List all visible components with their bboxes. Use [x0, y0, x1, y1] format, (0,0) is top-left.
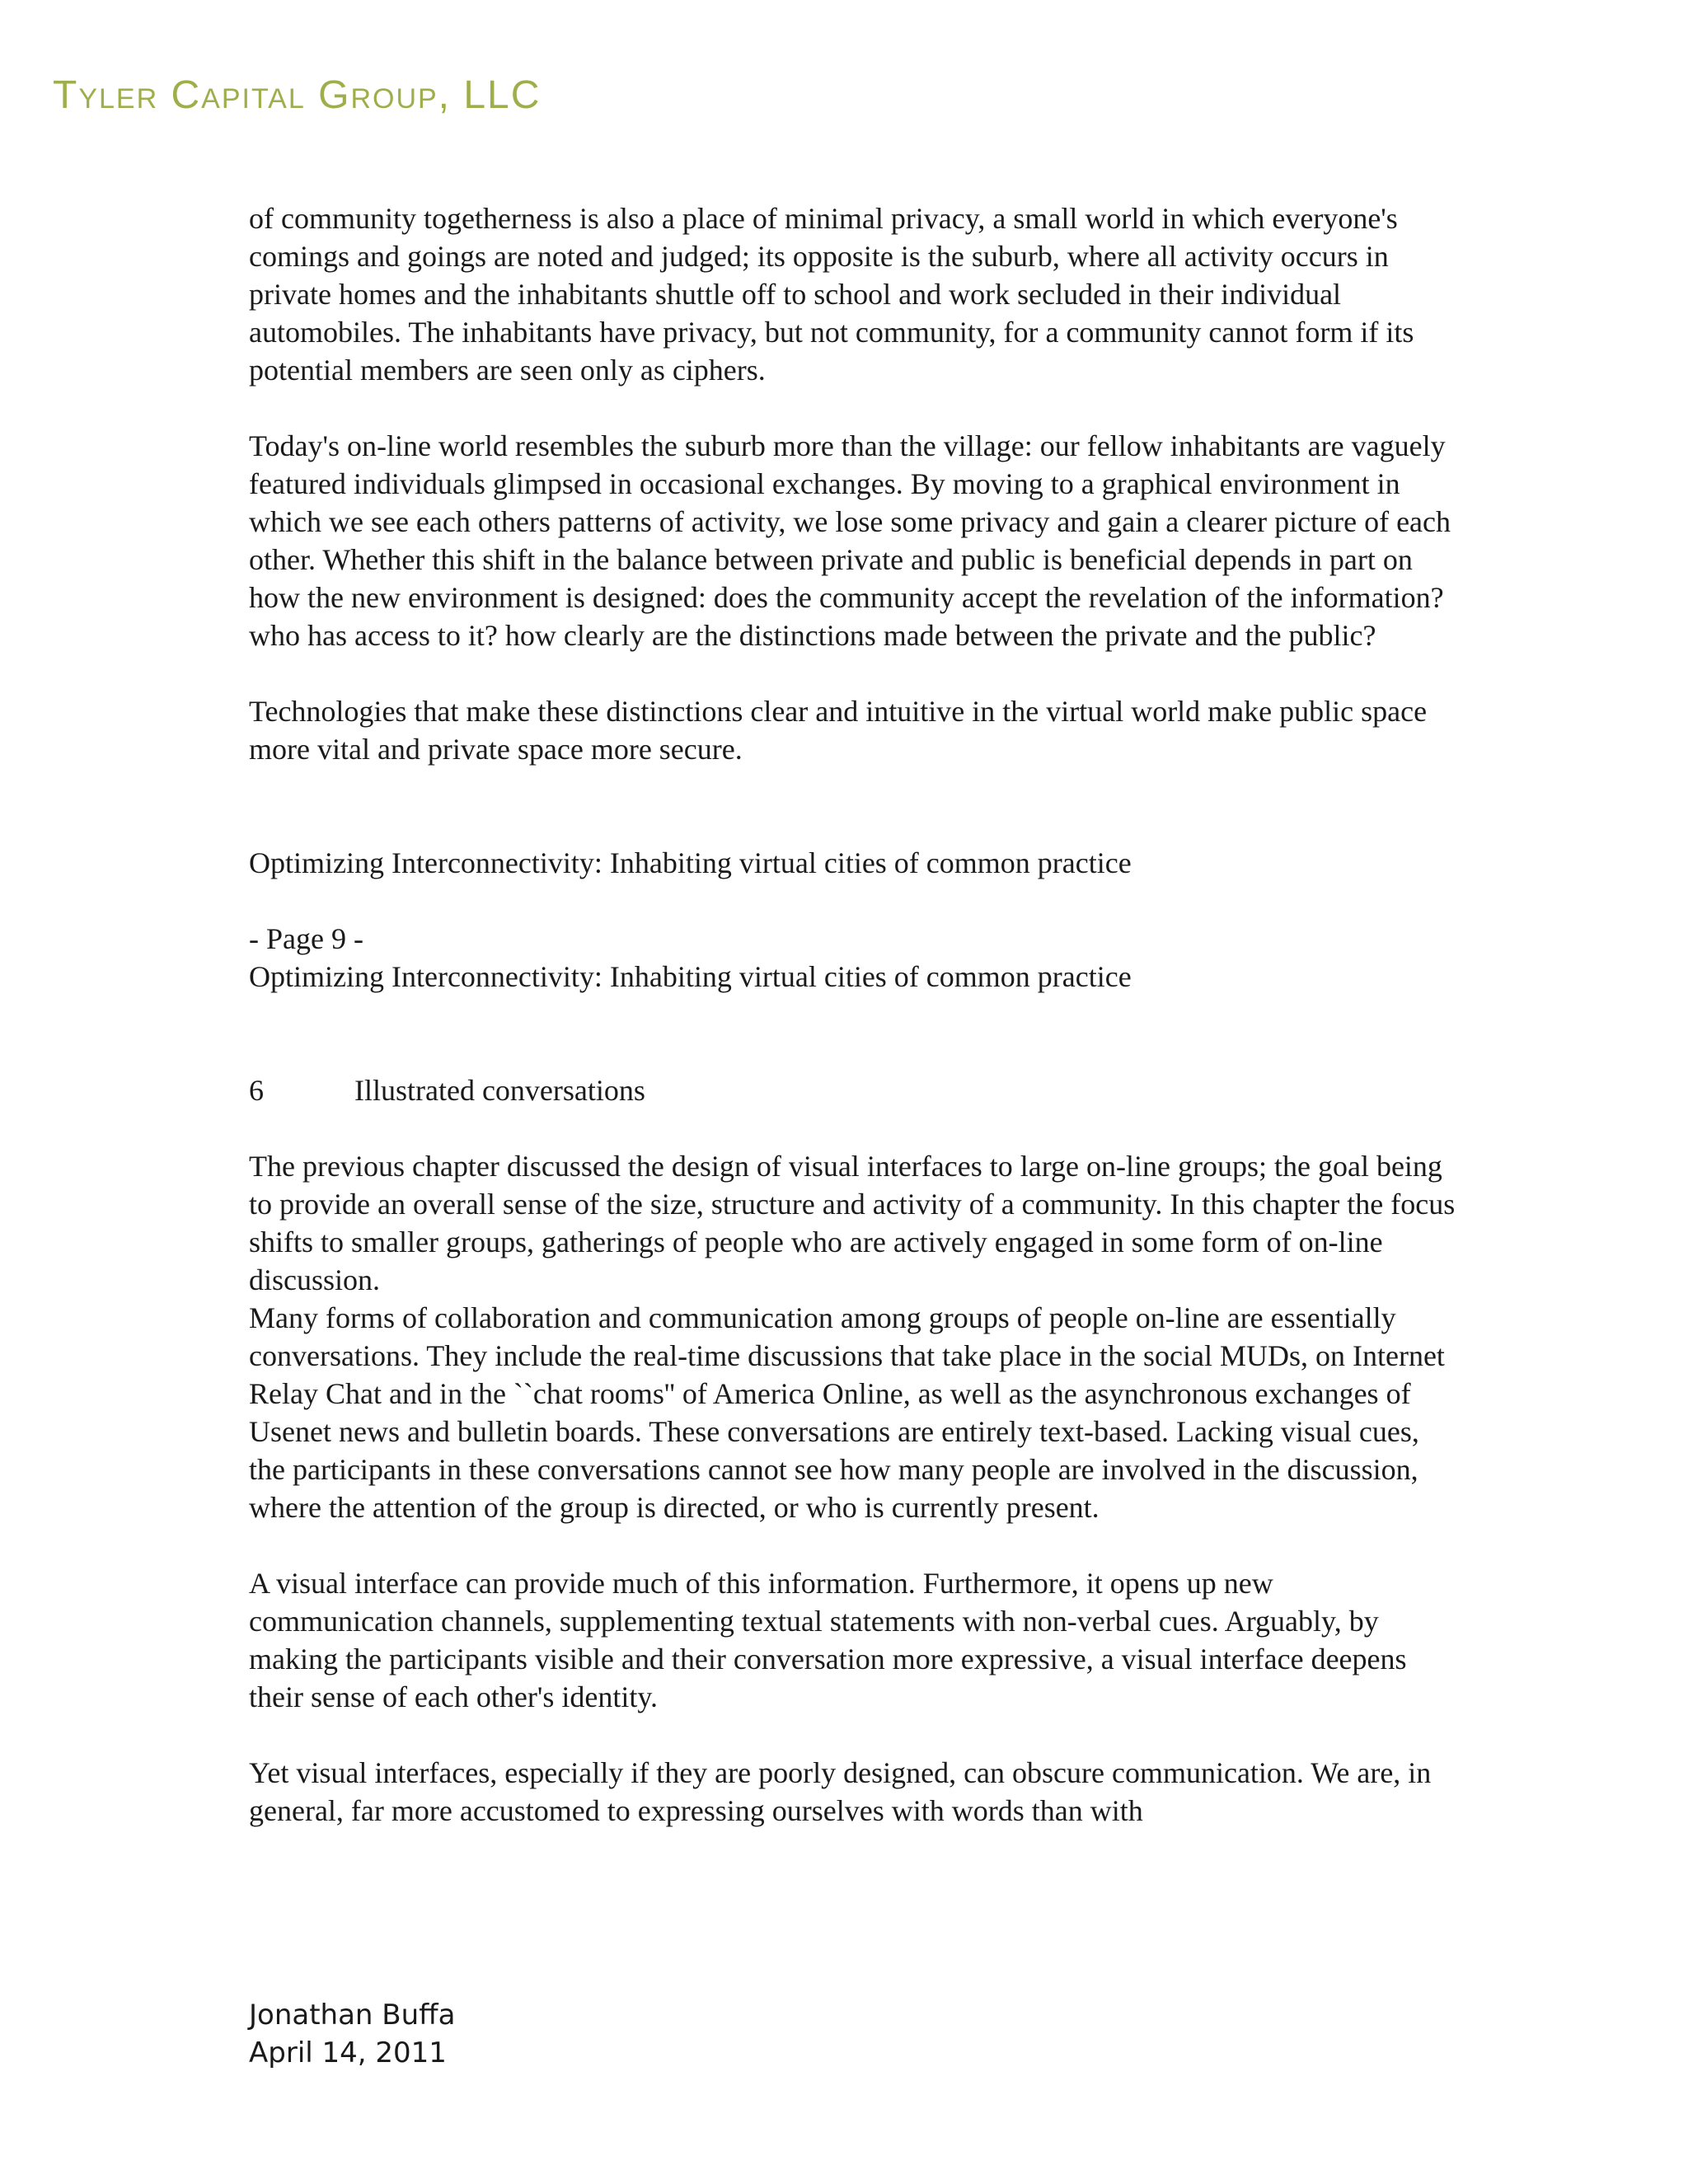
paragraph: Yet visual interfaces, especially if they are poorly designed, can obscure communication. We are, in general, far more accustomed to expressing ourselves with words than with [249, 1756, 1432, 1827]
page-number: - Page 9 - [249, 922, 363, 955]
paragraph: Technologies that make these distinctions clear and intuitive in the virtual world make public space more vital and private space more secure. [249, 695, 1428, 766]
section-number: 6 [249, 1074, 264, 1107]
running-title: Optimizing Interconnectivity: Inhabiting virtual cities of common practice [249, 960, 1132, 993]
footer [249, 1996, 455, 2072]
paragraph: A visual interface can provide much of this information. Furthermore, it opens up new communication channels, supplementing textual statements with non-verbal cues. Arguably, by making the participants visible and their conversation more expressive, a visual interface deepens their sense of each other's identity. [249, 1567, 1407, 1713]
paragraph: Many forms of collaboration and communication among groups of people on-line are essentially conversations. They include the real-time discussions that take place in the social MUDs, on Internet Relay Chat and in the ``chat rooms'' of America Online, as well as the asynchronous exchanges of Usenet news and bulletin boards. These conversations are entirely text-based. Lacking visual cues, the participants in these conversations cannot see how many people are involved in the discussion, where the attention of the group is directed, or who is currently present. [249, 1301, 1445, 1524]
author-name: Jonathan Buffa [249, 1999, 456, 2032]
section-title: Illustrated conversations [354, 1074, 645, 1107]
document-body [249, 199, 1461, 1830]
company-header: Tyler Capital Group, LLC [53, 73, 542, 117]
running-title: Optimizing Interconnectivity: Inhabiting virtual cities of common practice [249, 846, 1132, 879]
paragraph: of community togetherness is also a place of minimal privacy, a small world in which everyone's comings and goings are noted and judged; its opposite is the suburb, where all activity occurs in private homes and the inhabitants shuttle off to school and work secluded in their individual automobiles. The inhabitants have privacy, but not community, for a community cannot form if its potential members are seen only as ciphers. [249, 202, 1414, 387]
document-date: April 14, 2011 [249, 2036, 447, 2069]
paragraph: The previous chapter discussed the design of visual interfaces to large on-line groups; the goal being to provide an overall sense of the size, structure and activity of a community. In this chapter the focus shifts to smaller groups, gatherings of people who are actively engaged in some form of on-line discussion. [249, 1150, 1456, 1296]
section-heading [249, 1071, 1461, 1109]
paragraph: Today's on-line world resembles the suburb more than the village: our fellow inhabitants are vaguely featured individuals glimpsed in occasional exchanges. By moving to a graphical environment in which we see each others patterns of activity, we lose some privacy and gain a clearer picture of each other. Whether this shift in the balance between private and public is beneficial depends in part on how the new environment is designed: does the community accept the revelation of the information? who has access to it? how clearly are the distinctions made between the private and the public? [249, 429, 1451, 652]
